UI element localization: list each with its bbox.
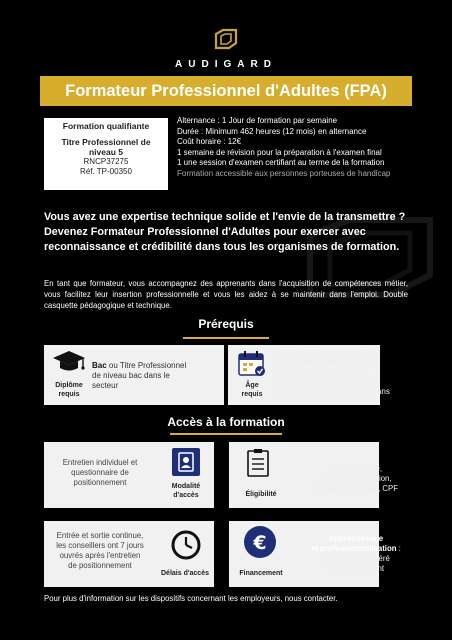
diploma-rest1: ou Titre Professionnel xyxy=(106,361,187,370)
age-label-line1: Âge xyxy=(245,382,259,389)
detail-revision: 1 semaine de révision pour la préparation à l'examen final xyxy=(177,147,382,157)
modalite-text-line2: questionnaire de xyxy=(71,468,129,477)
detail-examen: 1 une session d'examen certifiant au terme de la formation xyxy=(177,158,385,167)
financement-label: Financement xyxy=(239,570,283,577)
diploma-label-line2: requis xyxy=(58,391,80,398)
footer-note: Pour plus d'information sur les dispositifs concernant les employeurs, nous contacter. xyxy=(44,594,338,603)
eligibilite-label: Éligibilité xyxy=(245,491,277,498)
modalite-text-line3: positionnement xyxy=(73,478,127,487)
modalite-label xyxy=(158,482,214,500)
page-title: Formateur Professionnel d'Adultes (FPA) xyxy=(40,76,412,106)
diploma-label xyxy=(48,381,90,399)
qualification-name-line1: Titre Professionnel de xyxy=(61,137,151,147)
delais-text-line1: Entrée et sortie continue, xyxy=(56,531,144,540)
pitch-text: Vous avez une expertise technique solide et l'envie de la transmettre ? Devenez Formateur Professionnel d'Adultes pour exercer avec reconnaissance et crédibilité dans tous les organismes de formation. xyxy=(44,211,406,253)
delais-text-line3: ouvrés après l'entretien xyxy=(59,551,141,560)
prereq-title: Prérequis xyxy=(198,317,254,331)
delais-text-line2: les conseillers ont 7 jours xyxy=(56,541,144,550)
eligibilite-text-line3: formation continue, CPF xyxy=(313,484,399,493)
qualification-heading: Formation qualifiante xyxy=(62,121,150,131)
eligibilite-text-line1: Apprentissage, xyxy=(329,464,382,473)
modalite-text xyxy=(48,458,152,488)
eligibilite-text-line2: professionnalisation, xyxy=(320,474,392,483)
checklist-icon xyxy=(245,448,271,478)
clock-icon xyxy=(170,529,202,561)
financement-bold2: et professionnalisation xyxy=(311,544,397,553)
brand-logo xyxy=(0,28,452,70)
age-line-5: Demandeur d'emploi + de 26 ans xyxy=(272,387,390,396)
access-title: Accès à la formation xyxy=(167,415,285,429)
diploma-text xyxy=(92,361,220,391)
euro-icon xyxy=(243,525,277,559)
diploma-rest3: secteur xyxy=(92,381,119,390)
diploma-label-line1: Diplôme xyxy=(55,382,83,389)
calendar-check-icon xyxy=(237,349,267,377)
access-underline xyxy=(170,433,282,435)
access-modalite-card xyxy=(44,442,214,508)
diploma-rest2: de niveau bac dans le xyxy=(92,371,170,380)
access-delais-card xyxy=(44,521,214,587)
qualification-name-line2: niveau 5 xyxy=(88,147,124,157)
detail-duree: Durée : Minimum 462 heures (12 mois) en alternance xyxy=(177,126,367,136)
detail-alternance: Alternance : 1 Jour de formation par semaine xyxy=(177,116,338,125)
modalite-label-line1: Modalité xyxy=(171,483,201,490)
delais-text xyxy=(48,531,152,571)
delais-label: Délais d'accès xyxy=(161,570,209,577)
financement-text xyxy=(296,534,416,574)
prereq-diploma-card xyxy=(44,345,224,405)
eligibilite-text xyxy=(300,464,412,494)
detail-accessibility: Formation accessible aux personnes porteuses de handicap xyxy=(177,168,391,178)
qualification-box xyxy=(44,118,168,190)
modalite-label-line2: d'accès xyxy=(173,492,199,499)
prereq-underline xyxy=(183,337,269,339)
age-label-line2: requis xyxy=(241,391,263,398)
financement-text-line1: Gratuit et rémunéré xyxy=(322,554,390,563)
intro-text: En tant que formateur, vous accompagnez des apprenants dans l'acquisition de compétences métier, vous facilitez leur insertion professionnelle et vous les aidez à se maintenir dans l'emploi. Double casquette pédagogique et technique. xyxy=(44,279,408,310)
financement-text-line2: pour l'apprenant xyxy=(327,564,385,573)
delais-text-line4: de positionnement xyxy=(68,561,132,570)
diploma-bold: Bac xyxy=(92,361,107,370)
qualification-ref: Réf. TP-00350 xyxy=(80,167,132,176)
age-line-3: expérience professionnelle xyxy=(272,367,368,376)
badge-icon xyxy=(172,448,200,476)
modalite-text-line1: Entretien individuel et xyxy=(62,458,138,467)
age-label xyxy=(236,381,268,399)
age-text xyxy=(272,347,412,397)
age-line-2: Professionnalisation : selon xyxy=(272,357,370,366)
age-line-1: Apprentissage : 16 à 29 ans xyxy=(272,347,372,356)
age-line-4: Action de formation : +16 ans xyxy=(272,377,377,386)
brand-name: AUDIGARD xyxy=(175,59,277,70)
qualification-rncp: RNCP37275 xyxy=(83,157,129,166)
svg-text:€: € xyxy=(253,532,267,554)
audigard-logo-icon xyxy=(213,28,239,50)
financement-rest2: : xyxy=(396,544,401,553)
detail-cout: Coût horaire : 12€ xyxy=(177,137,242,146)
graduation-cap-icon xyxy=(52,349,86,375)
financement-bold1: Apprentissage xyxy=(328,534,384,543)
formation-details xyxy=(177,116,445,179)
